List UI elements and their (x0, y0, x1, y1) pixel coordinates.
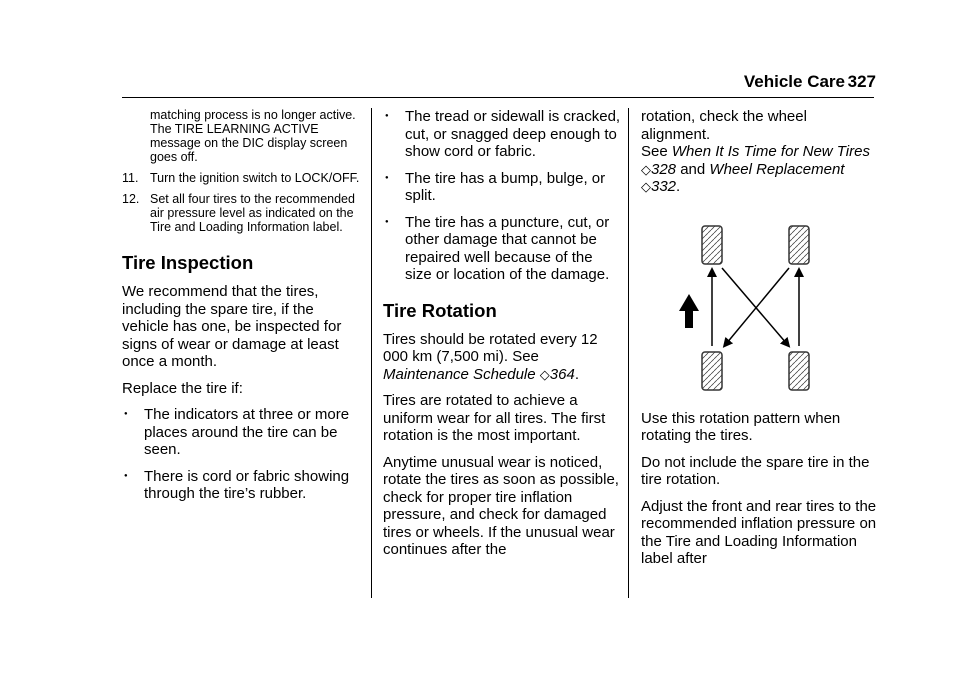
list-item-text: The indicators at three or more places around the tire can be seen. (144, 406, 350, 458)
tire-rear-right-icon (789, 352, 809, 390)
cross-reference-page[interactable]: 364 (549, 365, 575, 383)
step-number: 11. (122, 171, 139, 185)
paragraph-text: and (680, 160, 706, 178)
cross-reference-link[interactable]: Wheel Replacement (709, 160, 845, 178)
heading-tire-inspection: Tire Inspection (122, 252, 254, 273)
column-2 (383, 108, 623, 559)
column-divider-1 (371, 108, 372, 598)
paragraph: See When It Is Time for New Tires ◇328 and Wheel Replacement ◇332. (641, 143, 870, 195)
step-text: Turn the ignition switch to LOCK/OFF. (150, 171, 360, 185)
paragraph-text: See (641, 143, 668, 160)
page-reference-icon: ◇ (641, 161, 651, 177)
front-right-to-rear-left-arrow (726, 268, 789, 344)
heading-tire-rotation: Tire Rotation (383, 299, 497, 321)
cross-reference-page[interactable]: 332 (651, 178, 677, 195)
paragraph-text: Tires should be rotated every 12 000 km (7,500 mi). See (383, 330, 598, 365)
column-divider-2 (628, 108, 629, 598)
tire-rear-left-icon (702, 352, 722, 390)
bullet-icon: ● (124, 411, 128, 417)
cross-reference-page[interactable]: 328 (651, 160, 677, 178)
list-item-text: There is cord or fabric showing through the tire’s rubber. (144, 467, 350, 502)
header-rule (122, 97, 874, 98)
step-11 (122, 171, 362, 185)
tire-front-left-icon (702, 226, 722, 264)
paragraph: Anytime unusual wear is noticed, rotate the tires as soon as possible, check for proper tire inflation pressure, and check for damaged tires or wheels. If the unusual wear continues after the (383, 453, 619, 558)
list-item (122, 406, 362, 459)
paragraph: Adjust the front and rear tires to the recommended inflation pressure on the Tire and Loading Information label after (641, 497, 877, 567)
paragraph: Replace the tire if: (122, 379, 243, 397)
section-title: Vehicle Care (743, 72, 845, 91)
cross-reference-link[interactable]: Maintenance Schedule (383, 365, 536, 383)
paragraph: Use this rotation pattern when rotating the tires. (641, 409, 841, 444)
bullet-icon: ● (385, 174, 389, 181)
page-number: 327 (847, 72, 876, 91)
list-item-text: The tire has a bump, bulge, or split. (405, 169, 606, 204)
step-number: 12. (122, 192, 140, 206)
list-item (383, 108, 623, 161)
tire-front-right-icon (789, 226, 809, 264)
paragraph: rotation, check the wheel alignment. (641, 108, 807, 143)
front-left-to-rear-right-arrow (722, 268, 787, 344)
list-item (122, 468, 362, 503)
list-item (383, 214, 623, 284)
bullet-icon: ● (385, 218, 389, 225)
step-text: Set all four tires to the recommended air pressure level as indicated on the Tire and Loading Information label. (150, 192, 355, 234)
paragraph: Do not include the spare tire in the tire rotation. (641, 453, 870, 488)
page-reference-icon: ◇ (539, 366, 550, 382)
bullet-icon: ● (385, 113, 389, 119)
list-item-text: The tread or sidewall is cracked, cut, or snagged deep enough to show cord or fabric. (405, 108, 621, 160)
list-item (383, 170, 623, 205)
page-reference-icon: ◇ (641, 179, 651, 194)
paragraph: Tires are rotated to achieve a uniform wear for all tires. The first rotation is the most important. (383, 392, 606, 444)
forward-direction-icon (679, 294, 699, 328)
paragraph: We recommend that the tires, including the spare tire, if the vehicle has one, be inspected for signs of wear or damage at least once a month. (122, 283, 342, 370)
cross-reference-link[interactable]: When It Is Time for New Tires (671, 143, 870, 160)
step-12 (122, 192, 362, 234)
tire-rotation-diagram (672, 224, 822, 394)
column-1 (122, 108, 362, 503)
continued-step-text: matching process is no longer active. The TIRE LEARNING ACTIVE message on the DIC display screen goes off. (150, 108, 356, 164)
paragraph: Tires should be rotated every 12 000 km (7,500 mi). See Maintenance Schedule ◇364. (383, 330, 598, 383)
list-item-text: The tire has a puncture, cut, or other damage that cannot be repaired well because of the size or location of the damage. (405, 213, 610, 283)
bullet-icon: ● (124, 472, 128, 479)
